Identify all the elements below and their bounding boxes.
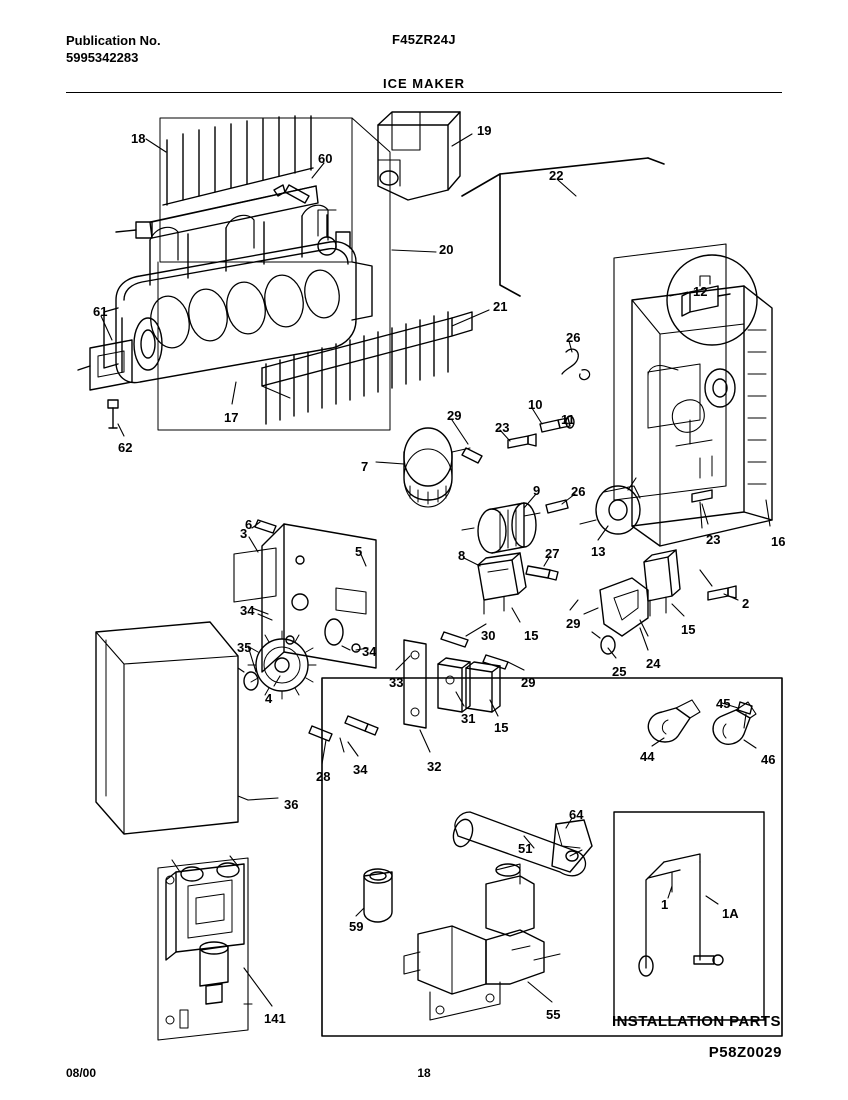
callout-number: 1 xyxy=(661,897,669,912)
callout-number: 7 xyxy=(361,459,369,474)
part-55-valve-assembly xyxy=(404,864,560,1020)
callout-number: 22 xyxy=(549,168,564,183)
part-7-motor xyxy=(404,428,470,507)
callout-number: 21 xyxy=(493,299,508,314)
part-31-bracket xyxy=(438,658,470,712)
callout-number: 62 xyxy=(118,440,133,455)
callout-number: 15 xyxy=(524,628,539,643)
part-44-clamp xyxy=(648,700,700,742)
callout-number: 4 xyxy=(265,691,273,706)
callout-number: 64 xyxy=(569,807,584,822)
callout-number: 59 xyxy=(349,919,364,934)
callout-number: 8 xyxy=(458,548,466,563)
callout-number: 13 xyxy=(591,544,606,559)
part-9-motor xyxy=(462,503,540,553)
part-34-screws xyxy=(258,614,350,752)
callout-number: 12 xyxy=(693,284,708,299)
callout-number: 5 xyxy=(355,544,363,559)
part-141-water-valve xyxy=(158,856,252,1040)
part-24-lever xyxy=(584,578,648,654)
footer-drawing-code: P58Z0029 xyxy=(708,1044,782,1061)
callout-number: 23 xyxy=(706,532,721,547)
callout-number: 9 xyxy=(533,483,541,498)
callout-number: 45 xyxy=(716,696,731,711)
callout-number: 26 xyxy=(571,484,586,499)
part-27-screw xyxy=(526,566,558,580)
callout-number: 34 xyxy=(362,644,377,659)
publication-label: Publication No. xyxy=(66,33,161,48)
callout-number: 44 xyxy=(640,749,655,764)
callout-number: 19 xyxy=(477,123,492,138)
part-59-grommet xyxy=(364,869,392,922)
callout-number: 61 xyxy=(93,304,108,319)
callout-number: 33 xyxy=(389,675,404,690)
callout-number: 30 xyxy=(481,628,496,643)
callout-number: 31 xyxy=(461,711,476,726)
part-23b-screw xyxy=(692,490,712,528)
publication-number: 5995342283 xyxy=(66,50,139,65)
callout-number: 17 xyxy=(224,410,239,425)
callout-number: 35 xyxy=(237,640,252,655)
page-title: ICE MAKER xyxy=(383,76,465,91)
callout-number: 29 xyxy=(447,408,462,423)
callout-number: 27 xyxy=(545,546,560,561)
callout-number: 60 xyxy=(318,151,333,166)
part-32-stud xyxy=(345,716,378,735)
callout-number: 6 xyxy=(245,517,253,532)
part-8-switch xyxy=(478,553,526,614)
footer-date: 08/00 xyxy=(66,1066,97,1080)
footer-page-number: 18 xyxy=(417,1066,431,1080)
callout-number: 1A xyxy=(722,906,739,921)
part-23-screw xyxy=(508,434,536,448)
part-61-plate xyxy=(78,340,132,390)
part-15-bracket-lower xyxy=(466,662,500,712)
installation-parts-label: INSTALLATION PARTS xyxy=(612,1013,781,1030)
part-13-cam xyxy=(580,478,640,534)
part-1-fill-tube xyxy=(639,854,723,976)
callout-number: 51 xyxy=(518,841,533,856)
part-30-screw xyxy=(441,632,468,647)
ice-mold-assembly xyxy=(104,116,390,430)
callout-number: 36 xyxy=(284,797,299,812)
callout-number: 3 xyxy=(240,526,248,541)
callout-number: 2 xyxy=(742,596,750,611)
callout-number: 55 xyxy=(546,1007,561,1022)
callout-number: 24 xyxy=(646,656,661,671)
part-21-ice-rake xyxy=(262,312,472,424)
part-28-screw xyxy=(309,726,332,741)
callout-number: 16 xyxy=(771,534,786,549)
callout-number: 29 xyxy=(521,675,536,690)
callout-number: 10 xyxy=(528,397,543,412)
callout-number: 23 xyxy=(495,420,510,435)
callout-number: 46 xyxy=(761,752,776,767)
callout-number: 29 xyxy=(566,616,581,631)
callout-number: 34 xyxy=(240,603,255,618)
part-6-screw xyxy=(255,520,276,533)
callout-number: 15 xyxy=(681,622,696,637)
part-26-spring-upper xyxy=(562,349,590,380)
callout-number: 32 xyxy=(427,759,442,774)
model-number: F45ZR24J xyxy=(392,32,456,47)
callout-number: 18 xyxy=(131,131,146,146)
callout-number: 11 xyxy=(561,412,575,427)
callout-number: 141 xyxy=(264,1011,286,1026)
callout-number: 20 xyxy=(439,242,454,257)
part-29-screw-mid xyxy=(483,655,508,669)
callout-number: 28 xyxy=(316,769,331,784)
callout-number: 15 xyxy=(494,720,509,735)
part-29-screw-upper xyxy=(462,448,482,463)
callout-number: 26 xyxy=(566,330,581,345)
part-33-bracket xyxy=(404,640,426,728)
part-62-screw xyxy=(108,400,118,428)
callout-number: 34 xyxy=(353,762,368,777)
part-36-panel xyxy=(96,622,248,834)
callout-number: 25 xyxy=(612,664,627,679)
part-2-screw xyxy=(700,570,736,600)
